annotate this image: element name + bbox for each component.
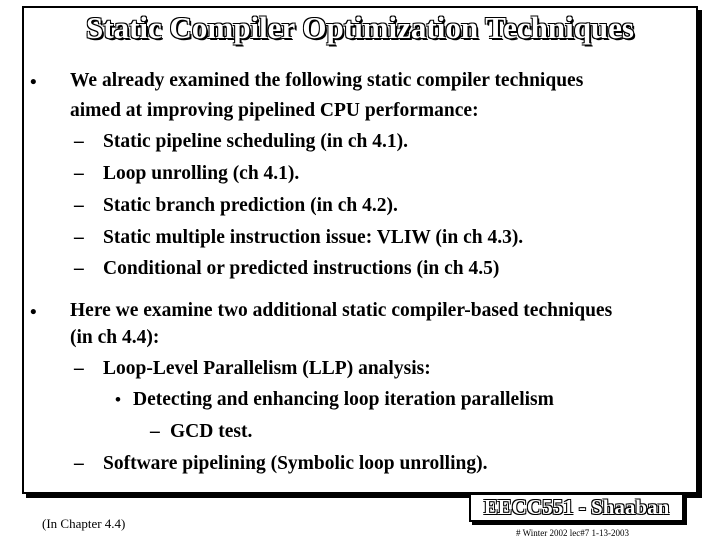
list-item: Static multiple instruction issue: VLIW (in ch 4.3). xyxy=(103,227,524,248)
dash-7: – xyxy=(150,421,160,442)
list-item: Static pipeline scheduling (in ch 4.1). xyxy=(103,131,408,152)
list-item: Static branch prediction (in ch 4.2). xyxy=(103,195,398,216)
list-item: Conditional or predicted instructions (in ch 4.5) xyxy=(103,258,500,279)
bullet-1: • xyxy=(30,72,37,93)
course-badge: EECC551 - Shaaban xyxy=(469,493,684,522)
section2-line1: Here we examine two additional static compiler-based techniques xyxy=(70,300,613,321)
list-item: Loop unrolling (ch 4.1). xyxy=(103,163,300,184)
lecture-info: # Winter 2002 lec#7 1-13-2003 xyxy=(516,528,629,538)
slide-title: Static Compiler Optimization Techniques xyxy=(86,10,634,45)
sub-bullet: • xyxy=(115,390,121,409)
dash-3: – xyxy=(74,195,84,216)
dash-5: – xyxy=(74,258,84,279)
section2-item2: Software pipelining (Symbolic loop unrolling). xyxy=(103,453,488,474)
chapter-reference: (In Chapter 4.4) xyxy=(42,516,126,531)
section2-item1: Loop-Level Parallelism (LLP) analysis: xyxy=(103,358,431,379)
dash-8: – xyxy=(74,453,84,474)
dash-2: – xyxy=(74,163,84,184)
section2-line2: (in ch 4.4): xyxy=(70,327,160,348)
section1-line2: aimed at improving pipelined CPU performance: xyxy=(70,100,479,121)
dash-1: – xyxy=(74,131,84,152)
section1-line1: We already examined the following static compiler techniques xyxy=(70,70,584,91)
section2-subsubitem: GCD test. xyxy=(170,421,253,442)
dash-4: – xyxy=(74,227,84,248)
dash-6: – xyxy=(74,358,84,379)
section2-subitem: Detecting and enhancing loop iteration parallelism xyxy=(133,389,554,410)
bullet-2: • xyxy=(30,302,37,323)
